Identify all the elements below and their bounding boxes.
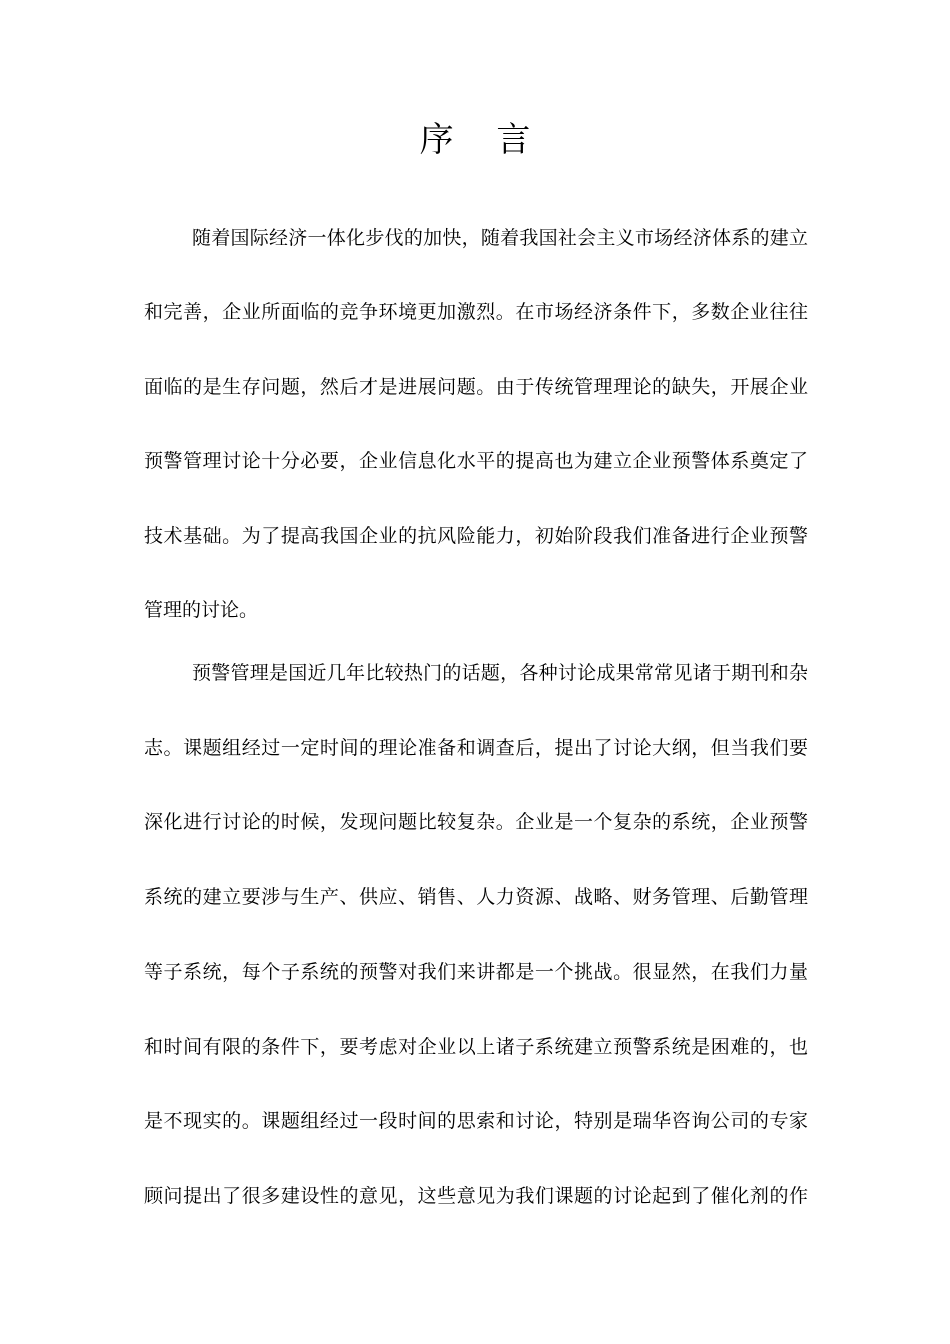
paragraph-2-line-5: 等子系统，每个子系统的预警对我们来讲都是一个挑战。很显然，在我们力量 [144, 961, 808, 983]
paragraph-2-line-2: 志。课题组经过一定时间的理论准备和调查后，提出了讨论大纲，但当我们要 [144, 737, 808, 759]
paragraph-1-line-5: 技术基础。为了提高我国企业的抗风险能力，初始阶段我们准备进行企业预警 [144, 525, 808, 547]
paragraph-1-line-4: 预警管理讨论十分必要，企业信息化水平的提高也为建立企业预警体系奠定了 [144, 450, 808, 472]
paragraph-2-line-6: 和时间有限的条件下，要考虑对企业以上诸子系统建立预警系统是困难的，也 [144, 1036, 808, 1058]
paragraph-1-line-2: 和完善，企业所面临的竞争环境更加激烈。在市场经济条件下，多数企业往往 [144, 301, 808, 323]
paragraph-2-line-7: 是不现实的。课题组经过一段时间的思索和讨论，特别是瑞华咨询公司的专家 [144, 1110, 808, 1132]
paragraph-2-line-8: 顾问提出了很多建设性的意见，这些意见为我们课题的讨论起到了催化剂的作 [144, 1185, 808, 1207]
paragraph-1-line-1: 随着国际经济一体化步伐的加快，随着我国社会主义市场经济体系的建立 [192, 227, 808, 249]
page-title: 序 言 [419, 120, 547, 160]
paragraph-2-line-1: 预警管理是国近几年比较热门的话题，各种讨论成果常常见诸于期刊和杂 [192, 662, 808, 684]
paragraph-1-line-6: 管理的讨论。 [144, 599, 259, 621]
paragraph-1-line-3: 面临的是生存问题，然后才是进展问题。由于传统管理理论的缺失，开展企业 [144, 376, 808, 398]
paragraph-2-line-4: 系统的建立要涉与生产、供应、销售、人力资源、战略、财务管理、后勤管理 [144, 886, 808, 908]
paragraph-2-line-3: 深化进行讨论的时候，发现问题比较复杂。企业是一个复杂的系统，企业预警 [144, 811, 808, 833]
